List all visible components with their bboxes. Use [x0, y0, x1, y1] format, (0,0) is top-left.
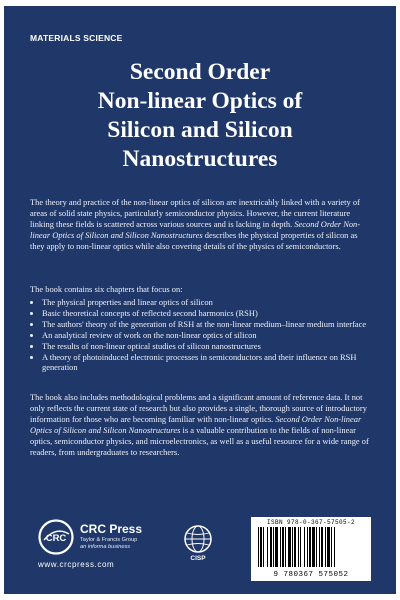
list-item: • An analytical review of work on the non-linear optics of silicon [42, 330, 372, 341]
title-line: Silicon and Silicon [107, 117, 293, 143]
crc-logo-text: CRC [45, 533, 67, 544]
closing-paragraph [30, 392, 372, 457]
right-border [396, 0, 400, 600]
paragraph-text: The book also includes methodological problems and a significant amount of reference data. It not only reflects the current state of research but also provides a single, thorough source of introductory information for those who are becoming familiar with non-linear optics. [30, 392, 367, 424]
top-border [0, 0, 400, 6]
barcode-bar [298, 527, 299, 567]
barcode-bar [312, 527, 315, 567]
barcode-bar [282, 527, 284, 567]
book-title-reference: Second Order Non-linear Optics of Silicon and Silicon Nanostructures [30, 218, 361, 240]
chapter-list [30, 297, 372, 373]
cisp-label: CISP [190, 555, 206, 562]
barcode-bar [273, 527, 274, 567]
bottom-border [0, 594, 400, 600]
publisher-url: www.crcpress.com [38, 560, 115, 569]
chapters-intro: The book contains six chapters that focus on: [30, 284, 183, 294]
barcode-bar [334, 527, 335, 567]
crc-logo-icon [38, 519, 74, 555]
isbn-text: ISBN 978-0-367-57505-2 [266, 519, 355, 526]
paragraph-text: is a valuable contribution to the fields of non-linear optics, semiconductor physics, and microelectronics, as well as a useful resource for a wide range of readers, from undergraduates to researchers. [30, 424, 369, 457]
publisher-group: Taylor & Francis Group [80, 537, 138, 543]
barcode-bar [309, 527, 311, 567]
barcode-bar [270, 527, 272, 567]
barcode-bar [304, 527, 305, 567]
barcode-bar [327, 527, 330, 567]
publisher-business: an informa business [80, 544, 131, 550]
paragraph-text: describes the physical properties of silicon as they apply to non-linear optics while also covering details of the physics of semiconductors. [30, 229, 358, 251]
book-title [20, 58, 380, 174]
list-item: • The physical properties and linear optics of silicon [42, 297, 372, 308]
barcode-bar [285, 527, 286, 567]
barcode-bar [319, 527, 320, 567]
barcode-bar [260, 527, 262, 567]
barcode [251, 517, 371, 581]
publisher-block [38, 519, 188, 579]
barcode-bar [263, 527, 264, 567]
barcode-bar [258, 527, 259, 567]
barcode-bar [275, 527, 278, 567]
barcode-bar [294, 527, 296, 567]
barcode-bar [288, 527, 291, 567]
barcode-bar [316, 527, 317, 567]
barcode-bar [321, 527, 323, 567]
title-line: Non-linear Optics of [97, 88, 303, 114]
list-item: • The authors' theory of the generation of RSH at the non-linear medium–linear medium interface [42, 319, 372, 330]
paragraph-text: The theory and practice of the non-linear optics of silicon are inextricably linked with a variety of areas of solid state physics, particularly semiconductor physics. However, the current literature linking these fields is scattered across various sources and is lacking in depth. [30, 197, 360, 229]
left-border [0, 0, 4, 600]
cisp-logo [180, 524, 216, 572]
publisher-name: CRC Press [80, 522, 143, 536]
list-item: • A theory of photoinduced electronic processes in semiconductors and their influence on RSH generation [42, 352, 372, 374]
book-title-reference: Second Order Non-linear Optics of Silicon and Silicon Nanostructures [30, 413, 362, 435]
barcode-bar [280, 527, 281, 567]
description-paragraph [30, 197, 372, 252]
globe-icon [183, 524, 213, 554]
barcode-bar [267, 527, 268, 567]
barcode-bar [300, 527, 301, 567]
barcode-bar [292, 527, 293, 567]
barcode-bar [331, 527, 332, 567]
barcode-bar [325, 527, 326, 567]
title-line: Second Order [129, 59, 271, 85]
list-item: • The results of non-linear optical studies of silicon nanostructures [42, 341, 372, 352]
series-label: MATERIALS SCIENCE [30, 33, 123, 43]
barcode-bar [307, 527, 308, 567]
barcode-bars [257, 527, 365, 567]
title-line: Nanostructures [122, 146, 278, 172]
list-item: • Basic theoretical concepts of reflected second harmonics (RSH) [42, 308, 372, 319]
barcode-digits: 9 780367 575052 [273, 571, 349, 579]
